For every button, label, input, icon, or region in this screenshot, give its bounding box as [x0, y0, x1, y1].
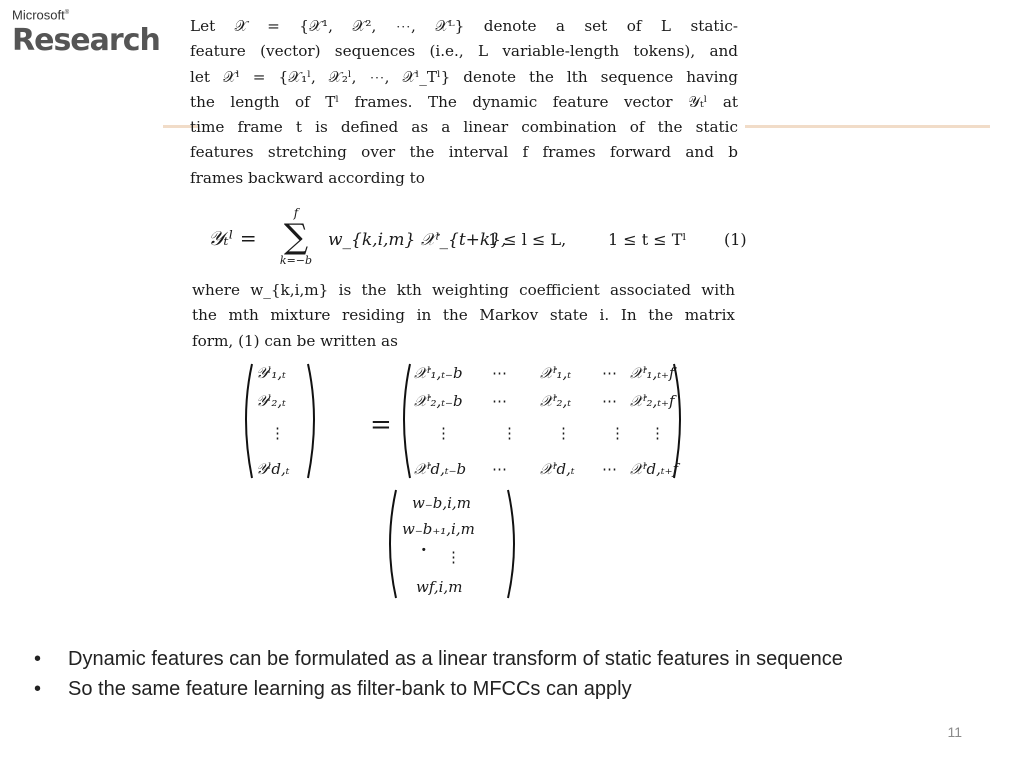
matrix-rhs-entry: ⋯: [492, 460, 507, 478]
logo-research-text: Research: [12, 23, 160, 59]
matrix-lhs-entry: ⋮: [270, 424, 285, 442]
eq1-condition-l: 1 ≤ l ≤ L,: [488, 230, 567, 249]
weight-vector-entry: w₋b,i,m: [412, 494, 471, 512]
bullet-text: Dynamic features can be formulated as a linear transform of static features in sequence: [68, 648, 843, 670]
paper-line: time frame t is defined as a linear combination of the static: [190, 118, 738, 137]
paper-line: frames backward according to: [190, 168, 425, 187]
matrix-rhs-entry: ⋮: [436, 424, 451, 442]
bullet-list: [34, 644, 994, 704]
paper-line: where w_{k,i,m} is the kth weighting coefficient associated with: [192, 281, 735, 299]
bullet-item: [34, 644, 994, 674]
paper-paragraph-1: [190, 14, 738, 191]
matrix-rhs-entry: ⋮: [502, 424, 517, 442]
matrix-rhs-entry: 𝒳ˡ₂,ₜ: [540, 392, 572, 410]
multiplication-dot: ·: [420, 536, 428, 564]
matrix-rhs-entry: 𝒳ˡ₂,ₜ₊f: [630, 392, 675, 410]
matrix-rhs-entry: ⋮: [650, 424, 665, 442]
bullet-text: So the same feature learning as filter-bank to MFCCs can apply: [68, 678, 632, 700]
matrix-rhs-entry: 𝒳ˡd,ₜ: [540, 460, 575, 478]
bullet-icon: •: [34, 648, 42, 670]
bullet-item: [34, 674, 994, 704]
eq1-lhs: 𝒴ₜˡ =: [208, 226, 257, 250]
matrix-rhs-entry: ⋯: [492, 364, 507, 382]
logo-microsoft-text: Microsoft®: [12, 7, 70, 23]
paper-line: the mth mixture residing in the Markov state i. In the matrix: [192, 306, 735, 325]
matrix-rhs-entry: ⋯: [602, 460, 617, 478]
equation-1: [208, 202, 747, 280]
paper-line: the length of Tˡ frames. The dynamic feature vector 𝒴ₜˡ at: [190, 92, 738, 111]
matrix-rhs-entry: ⋯: [602, 392, 617, 410]
eq1-summation: [274, 206, 318, 268]
equals-sign: =: [370, 410, 392, 440]
paper-excerpt: [190, 14, 747, 604]
matrix-lhs-entry: 𝒴ˡd,ₜ: [256, 460, 290, 478]
matrix-rhs-entry: 𝒳ˡ₂,ₜ₋b: [414, 392, 463, 410]
weight-vector-entry: wf,i,m: [416, 578, 463, 596]
eq1-sum-upper: f: [293, 206, 299, 220]
sigma-symbol: ∑: [283, 217, 309, 257]
paper-line: form, (1) can be written as: [192, 331, 398, 350]
microsoft-research-logo: [12, 6, 182, 58]
matrix-rhs-entry: 𝒳ˡd,ₜ₊f: [630, 460, 679, 478]
matrix-rhs-entry: 𝒳ˡ₁,ₜ: [540, 364, 572, 382]
eq1-condition-t: 1 ≤ t ≤ Tˡ: [608, 230, 687, 249]
matrix-rhs-entry: ⋯: [492, 392, 507, 410]
matrix-rhs-entry: 𝒳ˡ₁,ₜ₋b: [414, 364, 463, 382]
weight-vector-entry: w₋b₊₁,i,m: [402, 520, 475, 538]
paper-line: feature (vector) sequences (i.e., L variable-length tokens), and: [190, 42, 738, 61]
matrix-rhs-entry: ⋮: [610, 424, 625, 442]
accent-rule-right: [745, 125, 990, 128]
matrix-lhs-entry: 𝒴ˡ₂,ₜ: [256, 392, 286, 410]
paper-line: features stretching over the interval f frames forward and b: [190, 143, 738, 162]
paper-paragraph-2: [192, 278, 735, 354]
paper-line: let 𝒳ˡ = {𝒳₁ˡ, 𝒳₂ˡ, ⋯, 𝒳ˡ_Tˡ} denote the lth sequence having: [190, 67, 738, 86]
weight-vector-entry: ⋮: [446, 548, 461, 566]
matrix-rhs-entry: 𝒳ˡ₁,ₜ₊f: [630, 364, 675, 382]
matrix-rhs-entry: ⋮: [556, 424, 571, 442]
matrix-lhs-entry: 𝒴ˡ₁,ₜ: [256, 364, 286, 382]
bullet-icon: •: [34, 678, 42, 700]
matrix-rhs-entry: 𝒳ˡd,ₜ₋b: [414, 460, 467, 478]
matrix-equation: [240, 358, 740, 608]
eq1-number: (1): [724, 230, 747, 249]
eq1-term: w_{k,i,m} 𝒳ˡ_{t+k},: [328, 230, 507, 250]
paper-line: Let 𝒳 = {𝒳¹, 𝒳², ⋯, 𝒳ᴸ} denote a set of L static-: [190, 17, 738, 35]
page-number: 11: [947, 724, 962, 740]
matrix-rhs-entry: ⋯: [602, 364, 617, 382]
eq1-sum-lower: k=−b: [279, 254, 313, 267]
